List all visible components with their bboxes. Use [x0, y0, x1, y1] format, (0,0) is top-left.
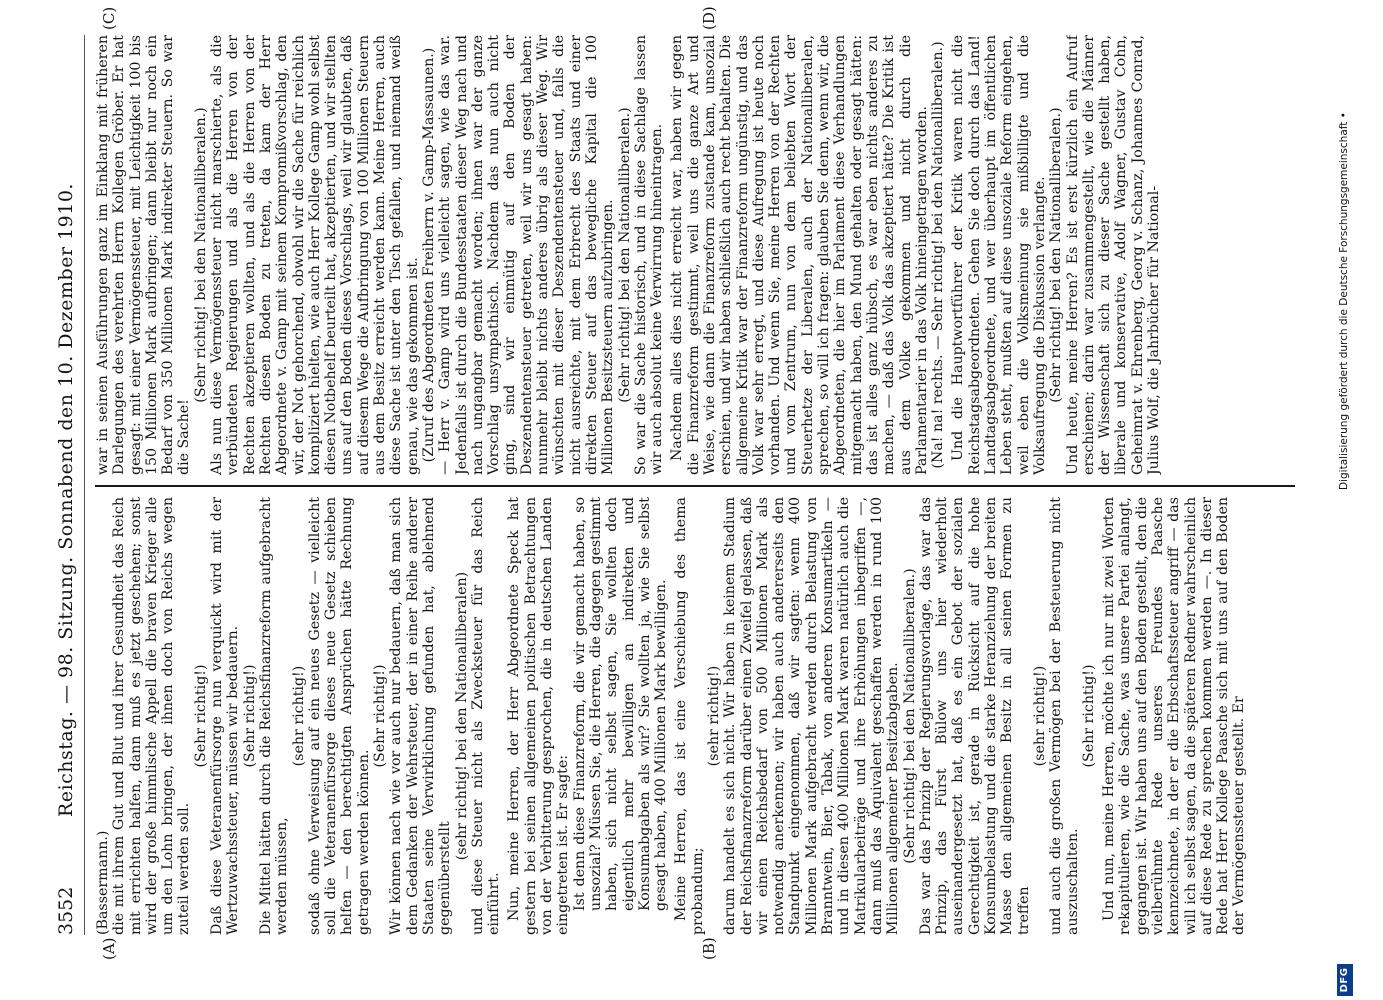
paragraph: und auch die großen Vermögen bei der Besteuerung nicht auszuschalten.	[1048, 497, 1081, 935]
interjection: (Sehr richtig! bei den Nationalliberalen.)	[901, 568, 918, 864]
interjection: (Sehr richtig!)	[241, 664, 258, 768]
interjection: (Sehr richtig!)	[372, 664, 389, 768]
interjection: (Sehr richtig! bei den Nationalliberalen.)	[616, 107, 633, 403]
paragraph: die mit ihrem Gut und Blut und ihrer Gesundheit das Reich mit errichten halfen, dann muß es jetzt geschehen; sonst wird der große himmlische Appell die braven Krieger alle um den Lohn bringen, der ihnen doch von Reichs wegen zuteil werden soll.	[111, 497, 193, 935]
margin-label-c: (C)	[100, 6, 118, 30]
digitization-credit: Digitalisierung gefördert durch die Deutsche Forschungsgemeinschaft •	[1338, 112, 1350, 490]
paragraph: Und die Hauptwortführer der Kritik waren nicht die Reichstagsabgeordneten. Gehen Sie doch durch das Land! Landtagsabgeordnete, und wer überhaupt im öffentlichen Leben steht, mußten auf diese unsoziale Reform eingehen, weil eben die Volksmeinung sie mißbilligte und die Volksaufregung die Diskussion verlangte.	[950, 35, 1048, 475]
interjection: (Sehr richtig!)	[192, 664, 209, 768]
paragraph: Und nun, meine Herren, möchte ich nur mit zwei Worten rekapitulieren, wie die Sache, was unsere Partei anlangt, gegangen ist. Wir haben uns auf den Boden gestellt, den die vielberühmte Rede unseres Freundes Paasche kennzeichnete, in der er die Erbschaftssteuer angriff — das will ich selbst sagen, da die späteren Redner wahrscheinlich auf diese Rede zu sprechen kommen werden —. In dieser Rede hat Herr Kollege Paasche sich mit uns auf den Boden der Vermögenssteuer gestellt. Er	[1101, 497, 1248, 935]
paragraph: Wir können nach wie vor auch nur bedauern, daß man sich dem Gedanken der Wehrsteuer, der in einer Reihe anderer Staaten seine Verwirklichung gefunden hat, ablehnend gegenüberstellt	[388, 497, 454, 935]
paragraph: Als nun diese Vermögenssteuer nicht marschierte, als die verbündeten Regierungen und als die Herren von der Rechten akzeptieren wollten, und als die Herren von der Rechten diesen Boden zu treten, da kam der Herr Abgeordnete v. Gamp mit seinem Kompromißvorschlag, den wir, der Not gehorchend, obwohl wir die Sache für reichlich kompliziert hielten, wie auch Herr Kollege Gamp wohl selbst diesen Notbehelf beurteilt hat, akzeptierten, und wir stellten uns auf den Boden dieses Vorschlags, weil wir glaubten, daß auf diesem Wege die Aufbringung von 100 Millionen Steuern aus dem Besitz erreicht werden kann. Meine Herren, auch diese Sache ist unter den Tisch gefallen, und niemand weiß genau, wie das gekommen ist.	[209, 35, 421, 475]
paragraph: darum handelt es sich nicht. Wir haben in keinem Stadium der Reichsfinanzreform darüber einen Zweifel gelassen, daß wir einen Reichsbedarf von 500 Millionen Mark als notwendig anerkennen; wir haben auch andererseits den Standpunkt eingenommen, daß wir sagten: wenn 400 Millionen Mark aufgebracht werden durch Belastung von Branntwein, Bier, Tabak, von anderen Konsumartikeln — und in diesen 400 Millionen Mark waren natürlich auch die Matrikularbeiträge und ihre Erhöhungen inbegriffen —, dann muß das Äquivalent geschaffen werden in rund 100 Millionen allgemeiner Besitzabgaben.	[722, 497, 902, 935]
interjection: (Sehr richtig!)	[1080, 664, 1097, 768]
left-column	[95, 497, 1290, 935]
interjection: (Sehr richtig! bei den Nationalliberalen.)	[192, 107, 209, 403]
interjection: (sehr richtig! bei den Nationalliberalen)	[453, 571, 470, 861]
paragraph: Und heute, meine Herren? Es ist erst kürzlich ein Aufruf erschienen; darin war zusammengestellt, wie die Männer der Wissenschaft sich zu dieser Sache gestellt haben, liberale und konservative, Adolf Wagner, Gustav Cohn, Geheimrat v. Ehrenberg, Georg v. Schanz, Johannes Conrad, Julius Wolf, die Jahrbücher für National-	[1064, 35, 1162, 475]
interjection: (sehr richtig!)	[290, 665, 307, 767]
paragraph: Daß diese Veteranenfürsorge nun verquickt wird mit der Wertzuwachssteuer, müssen wir bedauern.	[209, 497, 242, 935]
dfg-logo: DFG	[1337, 964, 1353, 996]
paragraph: Ist denn diese Finanzreform, die wir gemacht haben, so unsozial? Müssen Sie, die Herren, die dagegen gestimmt haben, sich nicht selbst sagen, Sie wollten doch eigentlich mehr bewilligen an indirekten und Konsumabgaben als wir? Sie wollten ja, wie Sie selbst gesagt haben, 400 Millionen Mark bewilligen.	[571, 497, 670, 911]
interjection: (sehr richtig!)	[1031, 665, 1048, 767]
interjection: (Zuruf des Abgeordneten Freiherrn v. Gamp-Massaunen.)	[420, 47, 437, 463]
page-header	[55, 0, 83, 1000]
paragraph: und diese Steuer nicht als Zwecksteuer für das Reich einführt.	[469, 497, 503, 935]
paragraph: war in seinen Ausführungen ganz im Einklang mit früheren Darlegungen des verehrten Herrn Kollegen Gröber. Er hat gesagt: mit einer Vermögenssteuer, mit Leichtigkeit 100 bis 150 Millionen Mark aufbringen; dann bleibt nur noch ein Bedarf von 350 Millionen Mark indirekter Steuern. So war die Sache!	[95, 35, 193, 475]
paragraph: Die Mittel hätten durch die Reichsfinanzreform aufgebracht werden müssen,	[257, 497, 291, 935]
interjection: (sehr richtig!)	[705, 665, 722, 767]
margin-label-a: (A)	[100, 937, 118, 960]
right-column	[95, 35, 1290, 475]
paragraph: sodaß ohne Verweisung auf ein neues Gesetz — vielleicht soll die Veteranenfürsorge dieses neue Gesetz schieben helfen — den berechtigten Ansprüchen hätte Rechnung getragen werden können.	[306, 497, 372, 935]
interjection: (Na! na! rechts. — Sehr richtig! bei den Nationalliberalen.)	[930, 41, 947, 469]
paragraph: Nun, meine Herren, der Herr Abgeordnete Speck hat gestern bei seinen allgemeinen politischen Betrachtungen von der Verbitterung gesprochen, die in deutschen Landen eingetreten ist. Er sagte:	[506, 497, 572, 935]
margin-label-d: (D)	[700, 6, 718, 30]
page-title: Reichstag. — 98. Sitzung. Sonnabend den 10. Dezember 1910.	[55, 183, 77, 817]
paragraph: Nachdem alles dies nicht erreicht war, haben wir gegen die Finanzreform gestimmt, weil uns die ganze Art und Weise, wie dann die Finanzreform zustande kam, unsozial erschien, und wir haben schließlich auch recht behalten. Die allgemeine Kritik war der Finanzreform ungünstig, und das Volk war sehr erregt, und diese Aufregung ist heute noch vorhanden. Und wenn Sie, meine Herren von der Rechten und vom Zentrum, nun von dem beliebten Wort der Steuerhetze der Liberalen, auch der Nationalliberalen, sprechen, so will ich fragen: glauben Sie denn, wenn wir, die Abgeordneten, die hier im Parlament diese Verhandlungen mitgemacht haben, den Mund gehalten oder gesagt hätten: das ist alles ganz hübsch, es war eben nichts anderes zu machen, — daß das Volk das akzeptiert hätte? Die Kritik ist aus dem Volke gekommen und nicht durch die Parlamentarier in das Volk hineingetragen worden.	[669, 35, 930, 475]
page-number: 3552	[55, 886, 77, 935]
column-rule	[95, 485, 1295, 487]
paragraph: — Herr v. Gamp wird uns vielleicht sagen, wie das war. Jedenfalls ist durch die Bundesstaaten dieser Weg nach und nach ungangbar gemacht worden; ihnen war der ganze Vorschlag unsympathisch. Nachdem das nun auch nicht ging, sind wir einmütig auf den Boden der Deszendentensteuer getreten, weil wir uns gesagt haben: nunmehr bleibt nichts anderes übrig als dieser Weg. Wir wünschten mit dieser Deszendentensteuer und, falls die nicht ausreichte, mit dem Erbrecht des Staats und einer direkten Steuer auf das bewegliche Kapital die 100 Millionen Besitzsteuern aufzubringen.	[437, 35, 617, 475]
margin-label-b: (B)	[700, 937, 718, 960]
paragraph: So war die Sache historisch, und in diese Sachlage lassen wir auch absolut keine Verwirrung hineintragen.	[632, 35, 666, 475]
paragraph: Meine Herren, das ist eine Verschiebung des thema probandum;	[673, 497, 706, 935]
interjection: (Sehr richtig! bei den Nationalliberalen.)	[1048, 107, 1065, 403]
paragraph: Das war das Prinzip der Regierungsvorlage, das war das Prinzip, das Fürst Bülow uns hier wiederholt auseinandergesetzt hat, daß es ein Gebot der sozialen Gerechtigkeit ist, gerade in Rücksicht auf die hohe Konsumbelastung und die starke Heranziehung der breiten Masse den allgemeinen Besitz in all seinen Formen zu treffen	[917, 497, 1032, 935]
paragraph: (Bassermann.)	[95, 830, 111, 935]
header-rule	[84, 35, 85, 935]
